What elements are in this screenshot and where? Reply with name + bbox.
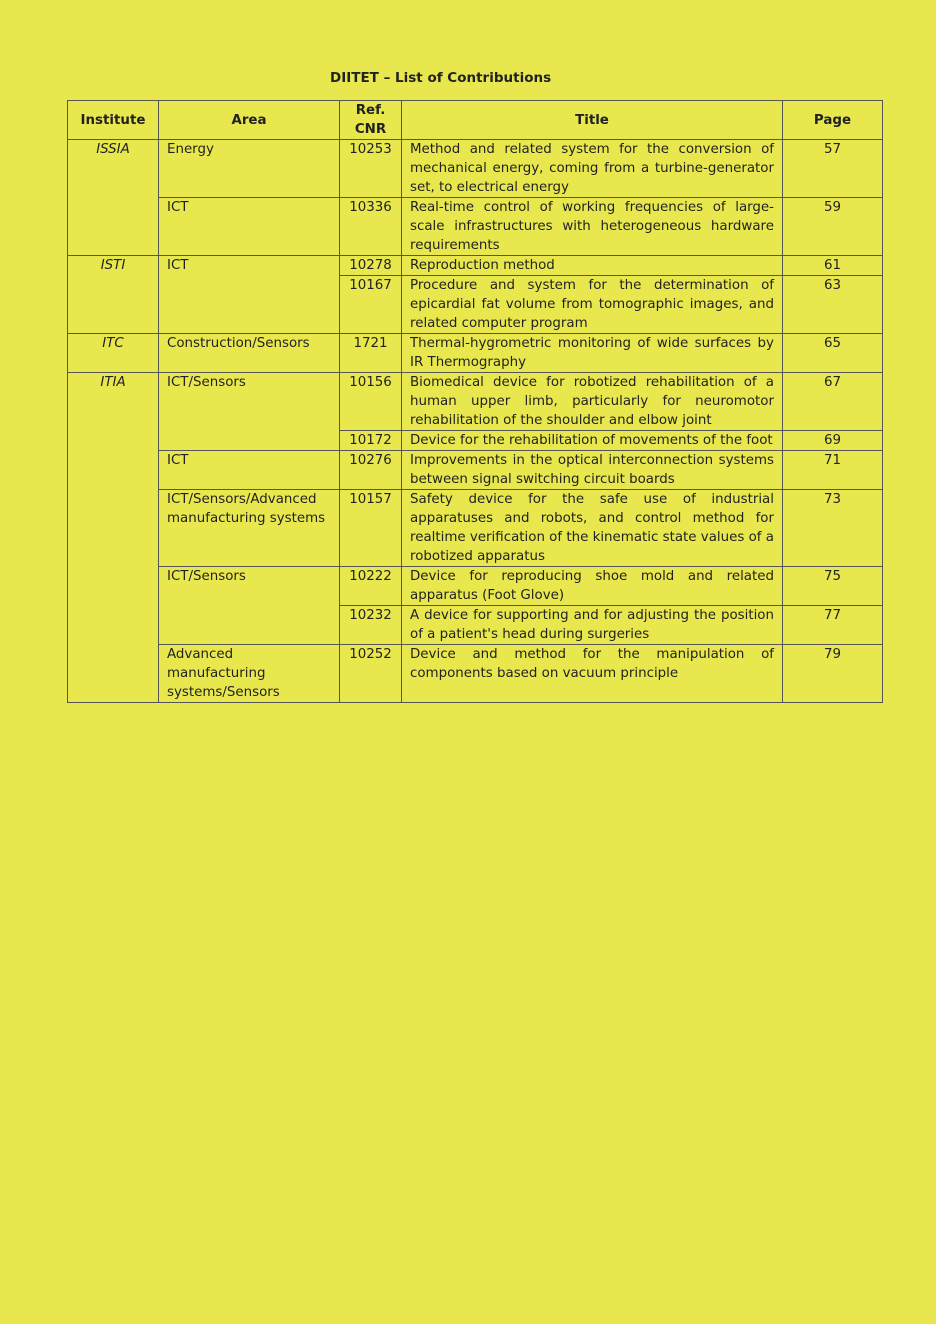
header-title: Title xyxy=(402,101,783,140)
header-area: Area xyxy=(159,101,340,140)
title-cell: Procedure and system for the determination of epicardial fat volume from tomographic images, and related computer program xyxy=(402,276,783,334)
title-cell: Device for the rehabilitation of movements of the foot xyxy=(402,431,783,451)
area-cell: Construction/Sensors xyxy=(159,334,340,373)
table-row xyxy=(68,198,883,256)
area-cell: Advanced manufacturing systems/Sensors xyxy=(159,645,340,703)
page-cell: 75 xyxy=(783,567,883,606)
ref-cell: 10253 xyxy=(340,140,402,198)
ref-cell: 10278 xyxy=(340,256,402,276)
ref-cell: 10336 xyxy=(340,198,402,256)
title-cell: Improvements in the optical interconnection systems between signal switching circuit boards xyxy=(402,451,783,490)
area-cell: ICT/Sensors/Advanced manufacturing systems xyxy=(159,490,340,567)
table-row xyxy=(68,373,883,431)
page-cell: 67 xyxy=(783,373,883,431)
area-cell: ICT/Sensors xyxy=(159,567,340,645)
institute-cell: ITIA xyxy=(68,373,159,703)
page-cell: 73 xyxy=(783,490,883,567)
ref-cell: 10232 xyxy=(340,606,402,645)
ref-cell: 10157 xyxy=(340,490,402,567)
page-cell: 63 xyxy=(783,276,883,334)
page-cell: 59 xyxy=(783,198,883,256)
institute-cell: ISSIA xyxy=(68,140,159,256)
page-cell: 77 xyxy=(783,606,883,645)
table-row xyxy=(68,256,883,276)
document-title: DIITET – List of Contributions xyxy=(330,70,552,86)
header-ref-cnr: Ref. CNR xyxy=(340,101,402,140)
ref-cell: 10252 xyxy=(340,645,402,703)
header-page: Page xyxy=(783,101,883,140)
title-cell: Method and related system for the conversion of mechanical energy, coming from a turbine-generator set, to electrical energy xyxy=(402,140,783,198)
header-institute: Institute xyxy=(68,101,159,140)
ref-cell: 10172 xyxy=(340,431,402,451)
area-cell: ICT xyxy=(159,198,340,256)
ref-cell: 10156 xyxy=(340,373,402,431)
institute-cell: ITC xyxy=(68,334,159,373)
ref-cell: 10167 xyxy=(340,276,402,334)
contributions-table xyxy=(67,100,883,703)
ref-cell: 10276 xyxy=(340,451,402,490)
page-cell: 61 xyxy=(783,256,883,276)
table-row xyxy=(68,645,883,703)
area-cell: Energy xyxy=(159,140,340,198)
title-cell: Safety device for the safe use of industrial apparatuses and robots, and control method for realtime verification of the kinematic state values of a robotized apparatus xyxy=(402,490,783,567)
page-cell: 69 xyxy=(783,431,883,451)
title-cell: Thermal-hygrometric monitoring of wide surfaces by IR Thermography xyxy=(402,334,783,373)
page-cell: 65 xyxy=(783,334,883,373)
ref-cell: 1721 xyxy=(340,334,402,373)
title-cell: A device for supporting and for adjusting the position of a patient's head during surgeries xyxy=(402,606,783,645)
page-cell: 79 xyxy=(783,645,883,703)
title-cell: Real-time control of working frequencies of large-scale infrastructures with heterogeneous hardware requirements xyxy=(402,198,783,256)
table-row xyxy=(68,334,883,373)
area-cell: ICT/Sensors xyxy=(159,373,340,451)
table-row xyxy=(68,451,883,490)
table-row xyxy=(68,140,883,198)
title-cell: Biomedical device for robotized rehabilitation of a human upper limb, particularly for neuromotor rehabilitation of the shoulder and elbow joint xyxy=(402,373,783,431)
table-header-row xyxy=(68,101,883,140)
area-cell: ICT xyxy=(159,256,340,334)
area-cell: ICT xyxy=(159,451,340,490)
page-cell: 71 xyxy=(783,451,883,490)
table-row xyxy=(68,490,883,567)
ref-cell: 10222 xyxy=(340,567,402,606)
institute-cell: ISTI xyxy=(68,256,159,334)
title-cell: Device for reproducing shoe mold and related apparatus (Foot Glove) xyxy=(402,567,783,606)
title-cell: Device and method for the manipulation of components based on vacuum principle xyxy=(402,645,783,703)
page-cell: 57 xyxy=(783,140,883,198)
title-cell: Reproduction method xyxy=(402,256,783,276)
table-row xyxy=(68,567,883,606)
